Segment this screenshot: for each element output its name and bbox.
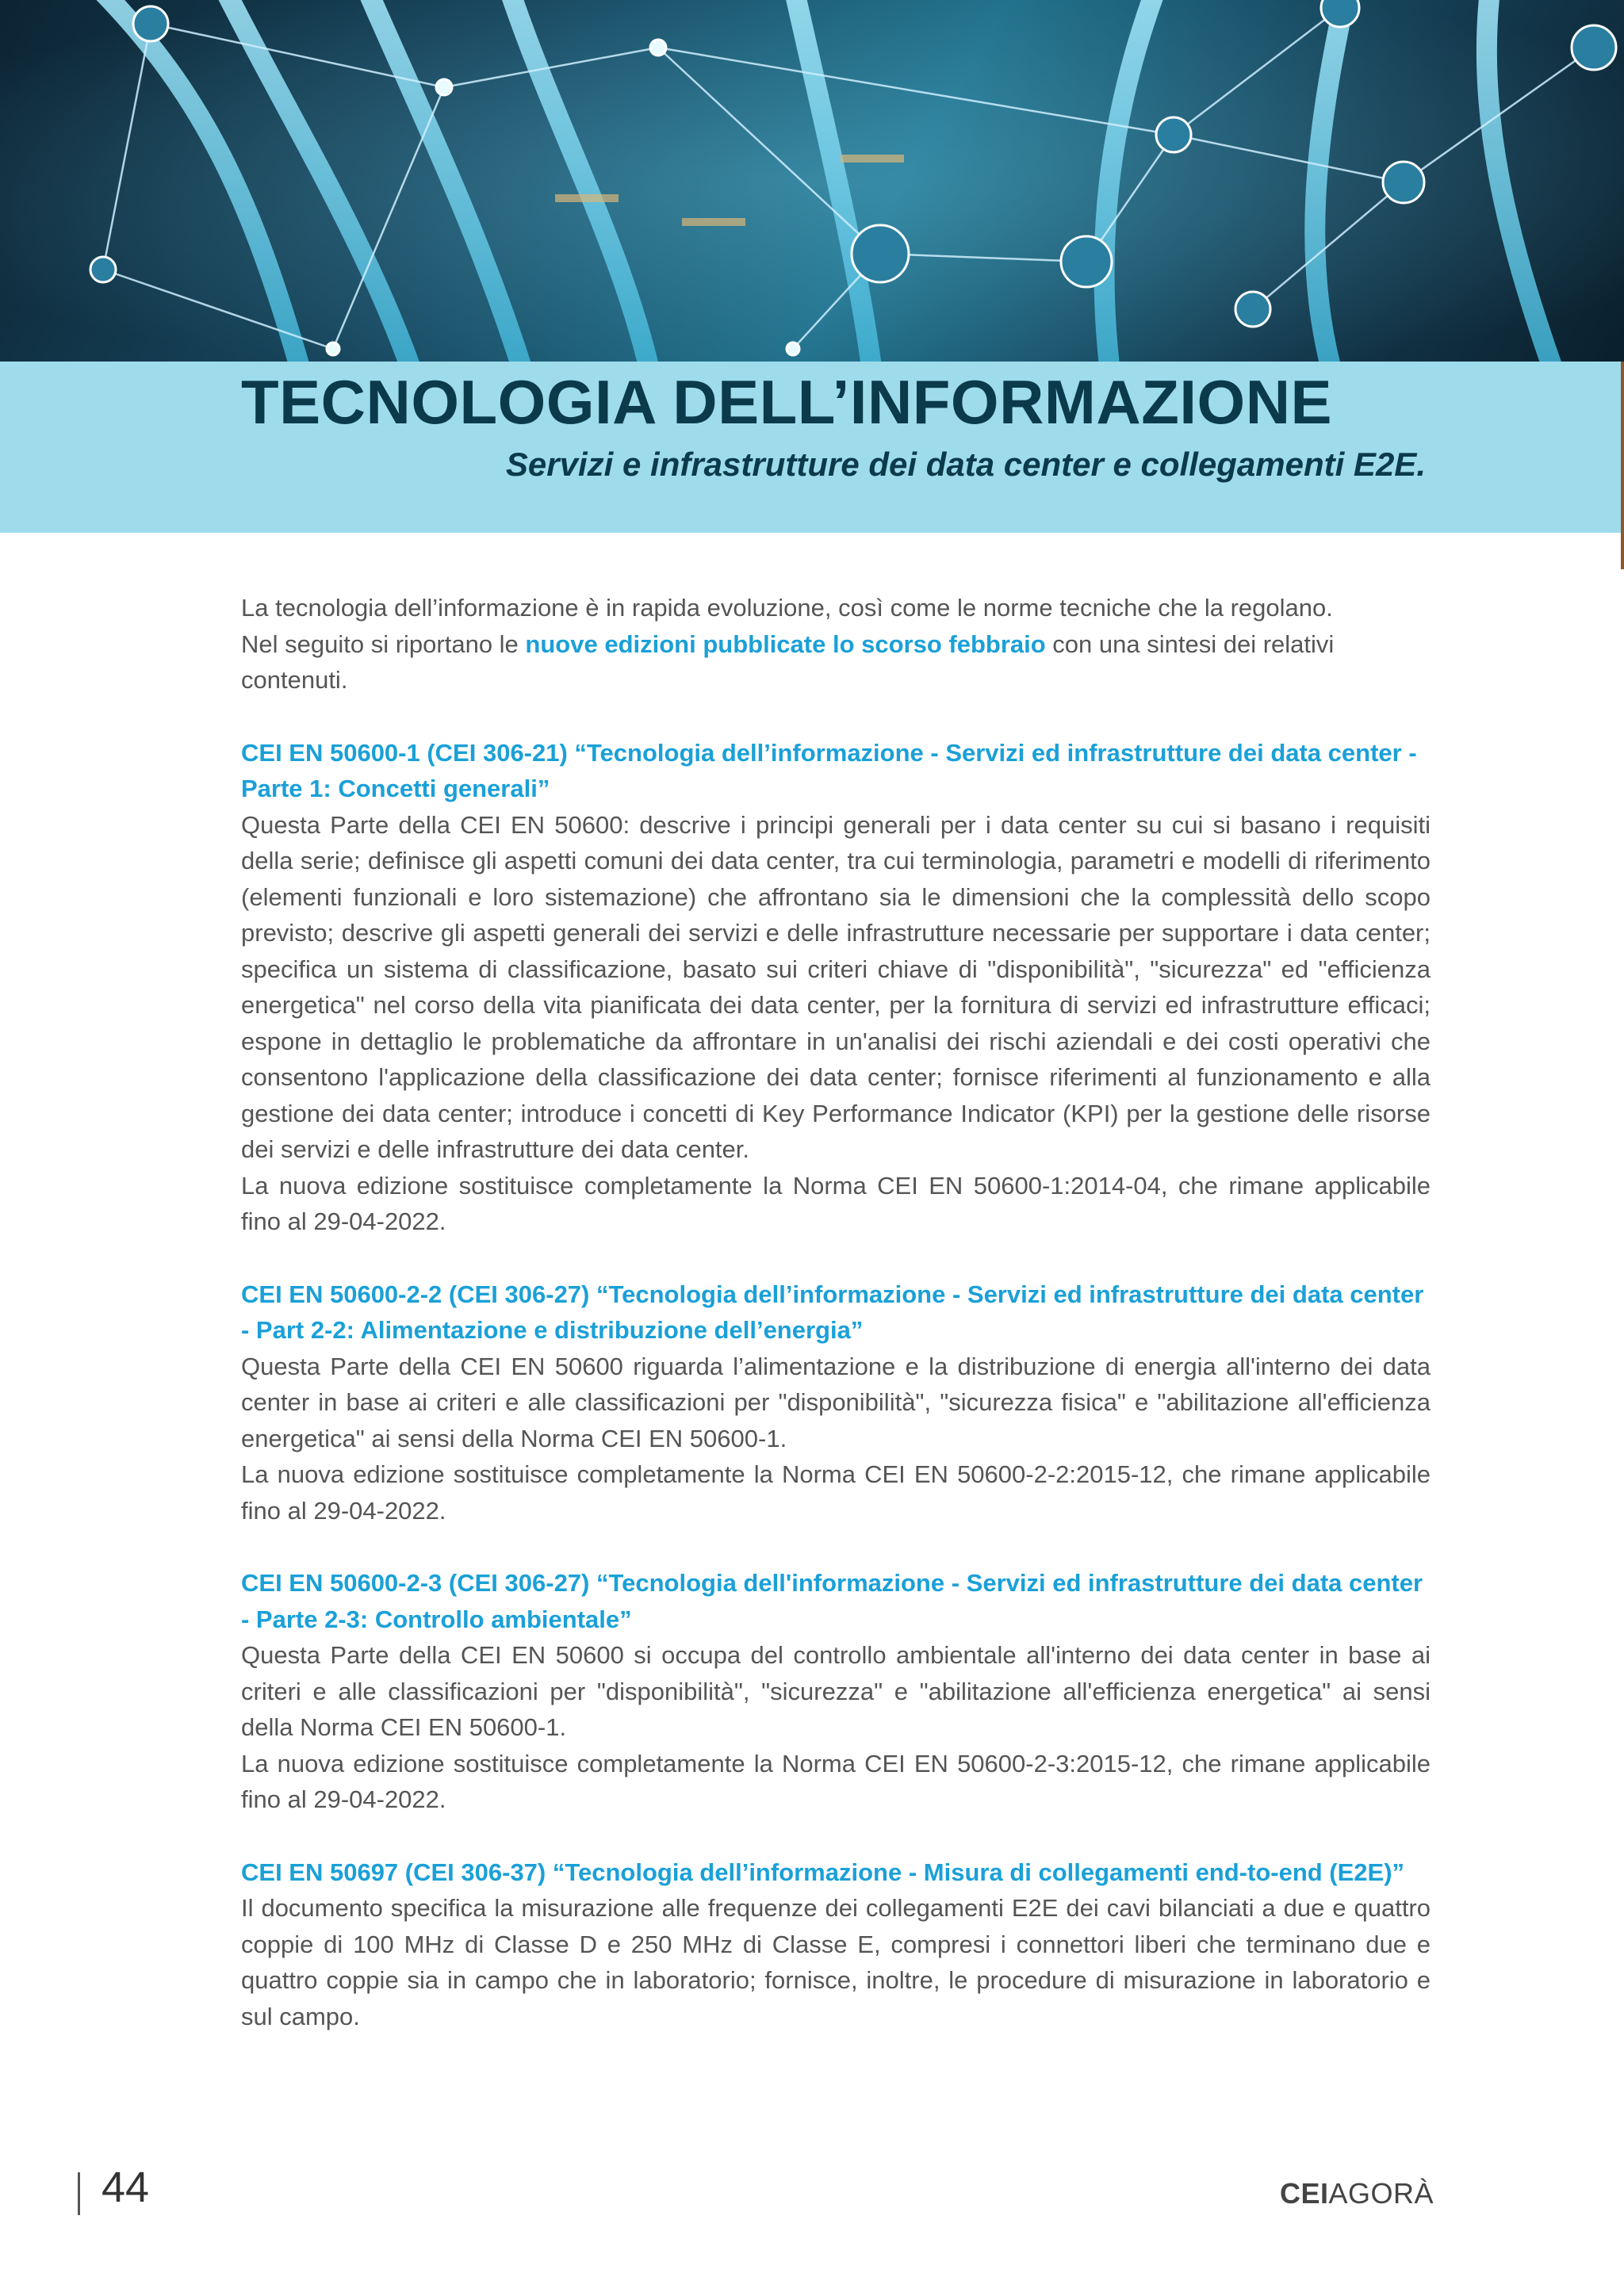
section-paragraph: La nuova edizione sostituisce completamente la Norma CEI EN 50600-2-2:2015-12, che rimane applicabile fino al 29-04-2022. — [241, 1460, 1431, 1525]
intro-highlight: nuove edizioni pubblicate lo scorso febbraio — [525, 629, 1046, 658]
section-paragraph: Il documento specifica la misurazione alle frequenze dei collegamenti E2E dei cavi bilanciati a due e quattro coppie di 100 MHz di Classe D e 250 MHz di Classe E, compresi i connettori liberi che terminano due e quattro coppie sia in campo che in laboratorio; fornisce, inoltre, le procedure di misurazione in laboratorio e sul campo. — [241, 1894, 1431, 2030]
page-number: 44 — [102, 2164, 150, 2211]
footer-brand-logo — [1280, 2177, 1434, 2210]
intro-paragraph — [241, 590, 1431, 698]
section-heading: CEI EN 50600-2-2 (CEI 306-27) “Tecnologia dell’informazione - Servizi ed infrastrutture dei data center - Part 2-2: Alimentazione e distribuzione dell’energia” — [241, 1280, 1424, 1344]
standard-section-50697 — [241, 1854, 1431, 2035]
section-heading: CEI EN 50600-2-3 (CEI 306-27) “Tecnologia dell'informazione - Servizi ed infrastrutture dei data center - Parte 2-3: Controllo ambientale” — [241, 1569, 1423, 1633]
page-edge-accent — [1621, 362, 1624, 569]
intro-line-1: La tecnologia dell’informazione è in rapida evoluzione, così come le norme tecniche che la regolano. — [241, 594, 1333, 622]
standard-section-50600-2-3 — [241, 1565, 1431, 1818]
section-heading: CEI EN 50600-1 (CEI 306-21) “Tecnologia dell’informazione - Servizi ed infrastrutture dei data center - Parte 1: Concetti generali” — [241, 738, 1417, 802]
intro-line-2-end: con una sintesi dei relativi contenuti. — [241, 629, 1335, 694]
article-body — [241, 590, 1431, 2071]
section-paragraph: Questa Parte della CEI EN 50600: descrive i principi generali per i data center su cui si basano i requisiti della serie; definisce gli aspetti comuni dei data center, tra cui terminologia, parametri e modelli di riferimento (elementi funzionali e loro sistemazione) che affrontano sia le dimensioni che la complessità dello scopo previsto; descrive gli aspetti generali dei servizi e delle infrastrutture necessarie per supportare i data center; specifica un sistema di classificazione, basato sui criteri chiave di "disponibilità", "sicurezza" ed "efficienza energetica" nel corso della vita pianificata dei data center, per la fornitura di servizi ed infrastrutture efficaci; espone in dettaglio le problematiche da affrontare in un'analisi dei rischi aziendali e dei costi operativi che consentono l'applicazione della classificazione dei data center; fornisce riferimenti al funzionamento e alla gestione dei data center; introduce i concetti di Key Performance Indicator (KPI) per la gestione delle risorse dei servizi e delle infrastrutture dei data center. — [241, 810, 1431, 1163]
section-heading: CEI EN 50697 (CEI 306-37) “Tecnologia dell’informazione - Misura di collegamenti end-to-end (E2E)” — [241, 1858, 1405, 1886]
footer-divider — [78, 2172, 80, 2215]
page-title: TECNOLOGIA DELL’INFORMAZIONE — [241, 367, 1333, 437]
standard-section-50600-1 — [241, 735, 1431, 1240]
section-paragraph: La nuova edizione sostituisce completamente la Norma CEI EN 50600-1:2014-04, che rimane applicabile fino al 29-04-2022. — [241, 1171, 1431, 1235]
network-illustration — [0, 0, 1624, 362]
brand-light: AGORÀ — [1328, 2177, 1434, 2210]
section-paragraph: Questa Parte della CEI EN 50600 riguarda l’alimentazione e la distribuzione di energia all'interno dei data center in base ai criteri e alle classificazioni per "disponibilità", "sicurezza fisica" e "abilitazione all'efficienza energetica" ai sensi della Norma CEI EN 50600-1. — [241, 1352, 1431, 1452]
standard-section-50600-2-2 — [241, 1276, 1431, 1529]
section-paragraph: La nuova edizione sostituisce completamente la Norma CEI EN 50600-2-3:2015-12, che rimane applicabile fino al 29-04-2022. — [241, 1749, 1431, 1813]
page-subtitle: Servizi e infrastrutture dei data center e collegamenti E2E. — [505, 446, 1426, 483]
intro-line-2 — [241, 626, 1431, 698]
hero-image — [0, 0, 1624, 362]
brand-bold: CEI — [1279, 2177, 1329, 2210]
section-paragraph: Questa Parte della CEI EN 50600 si occupa del controllo ambientale all'interno dei data center in base ai criteri e alle classificazioni per "disponibilità", "sicurezza" e "abilitazione all'efficienza energetica" ai sensi della Norma CEI EN 50600-1. — [241, 1641, 1431, 1741]
intro-line-2-start: Nel seguito si riportano le — [241, 629, 526, 658]
